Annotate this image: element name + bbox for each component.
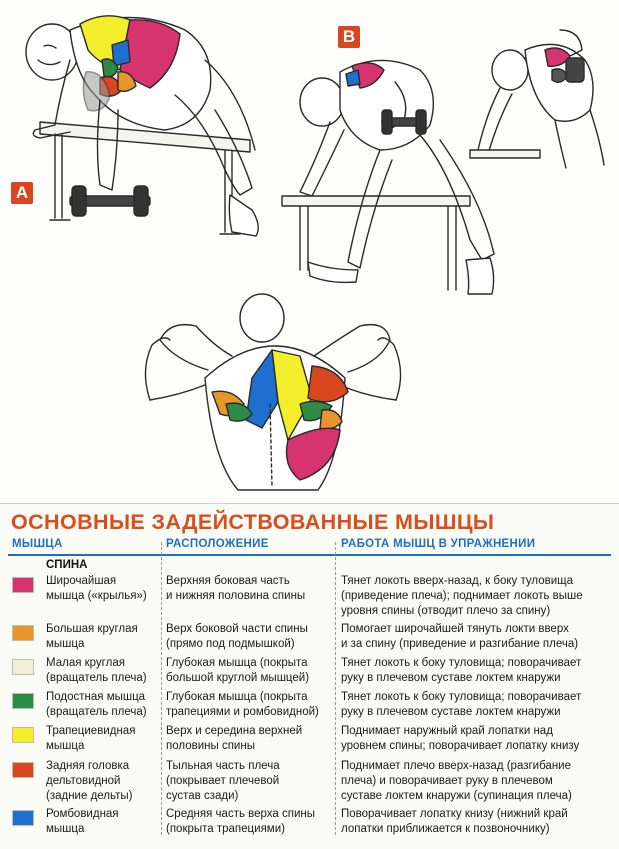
- color-swatch: [12, 625, 34, 641]
- muscle-name: [46, 724, 158, 754]
- muscle-location: [166, 724, 334, 754]
- muscle-function: [341, 724, 613, 754]
- color-swatch: [12, 659, 34, 675]
- muscle-name: [46, 690, 158, 720]
- color-swatch: [12, 762, 34, 778]
- muscle-name-line: (вращатель плеча): [46, 672, 147, 684]
- muscle-location-line: (покрыта трапециями): [166, 823, 285, 835]
- muscle-function-line: Помогает широчайшей тянуть локти вверх: [341, 623, 569, 635]
- muscle-name: [46, 622, 158, 652]
- muscle-location-line: Верхняя боковая часть: [166, 575, 290, 587]
- muscle-name-line: Малая круглая: [46, 657, 125, 669]
- muscle-function: [341, 656, 613, 686]
- muscle-function: [341, 690, 613, 720]
- column-divider-1: [161, 542, 162, 835]
- muscle-location-line: (прямо под подмышкой): [166, 638, 295, 650]
- color-swatch: [12, 577, 34, 593]
- muscle-function: [341, 807, 613, 837]
- muscle-function: [341, 759, 613, 804]
- muscle-name-line: мышца: [46, 740, 85, 752]
- muscle-name: [46, 574, 158, 604]
- label-b-badge: B: [338, 26, 360, 48]
- muscle-function-line: (приведение плеча); поднимает локоть выше: [341, 590, 583, 602]
- muscle-function-line: Тянет локоть вверх-назад, к боку туловища: [341, 575, 573, 587]
- muscle-location-line: трапециями и ромбовидной): [166, 706, 319, 718]
- muscle-function-line: руку в плечевом суставе локтем кнаружи: [341, 706, 561, 718]
- table-title: ОСНОВНЫЕ ЗАДЕЙСТВОВАННЫЕ МЫШЦЫ: [11, 510, 495, 534]
- figure-a: [26, 16, 258, 236]
- muscle-function-line: руку в плечевом суставе локтем кнаружи: [341, 672, 561, 684]
- muscle-location-line: Тыльная часть плеча: [166, 760, 280, 772]
- muscle-function-line: Поворачивает лопатку книзу (нижний край: [341, 808, 568, 820]
- muscle-function-line: и за спину (приведение и разгибание плеча): [341, 638, 579, 650]
- muscle-function-line: Поднимает наружный край лопатки над: [341, 725, 553, 737]
- muscle-location: [166, 574, 334, 604]
- color-swatch: [12, 693, 34, 709]
- muscle-location-line: большой круглой мышцей): [166, 672, 310, 684]
- muscle-name-line: мышца: [46, 638, 85, 650]
- muscle-location-line: Глубокая мышца (покрыта: [166, 691, 308, 703]
- section-title-back: СПИНА: [46, 559, 88, 571]
- muscles-table-panel: [0, 503, 619, 849]
- muscle-location-line: Верх и середина верхней: [166, 725, 303, 737]
- header-muscle: МЫШЦА: [12, 538, 63, 550]
- muscle-function-line: уровнем спины; поворачивает лопатку книзу: [341, 740, 580, 752]
- muscle-name: [46, 759, 158, 804]
- column-divider-2: [335, 542, 336, 835]
- color-swatch: [12, 810, 34, 826]
- muscle-function-line: Тянет локоть к боку туловища; поворачивает: [341, 691, 582, 703]
- muscle-location-line: сустав сзади): [166, 790, 239, 802]
- muscle-function-line: уровня спины (отводит плечо за спину): [341, 605, 551, 617]
- muscle-name: [46, 656, 158, 686]
- muscle-function-line: плеча) и поворачивает руку в плечевом: [341, 775, 553, 787]
- muscle-location: [166, 807, 334, 837]
- muscle-location-line: (покрывает плечевой: [166, 775, 280, 787]
- muscle-function-line: лопатки приближается к позвоночнику): [341, 823, 550, 835]
- muscle-function-line: суставе локтем кнаружи (супинация плеча): [341, 790, 572, 802]
- muscle-location: [166, 690, 334, 720]
- muscle-function-line: Поднимает плечо вверх-назад (разгибание: [341, 760, 571, 772]
- muscle-name-line: (вращатель плеча): [46, 706, 147, 718]
- muscle-name-line: Ромбовидная: [46, 808, 119, 820]
- muscle-location: [166, 656, 334, 686]
- muscle-name-line: (задние дельты): [46, 790, 133, 802]
- label-a-badge: A: [11, 182, 33, 204]
- muscle-name-line: мышца: [46, 823, 85, 835]
- muscle-function: [341, 574, 613, 619]
- muscle-location: [166, 622, 334, 652]
- muscle-function-line: Тянет локоть к боку туловища; поворачивает: [341, 657, 582, 669]
- muscle-name-line: Трапециевидная: [46, 725, 136, 737]
- muscle-name-line: Задняя головка: [46, 760, 130, 772]
- muscle-name-line: Большая круглая: [46, 623, 138, 635]
- muscle-function: [341, 622, 613, 652]
- figure-b: [282, 60, 494, 294]
- figure-back-view: [145, 294, 400, 490]
- muscle-name-line: мышца («крылья»): [46, 590, 147, 602]
- header-function: РАБОТА МЫШЦ В УПРАЖНЕНИИ: [341, 538, 536, 550]
- muscle-location-line: и нижняя половина спины: [166, 590, 306, 602]
- muscle-location-line: половины спины: [166, 740, 255, 752]
- muscle-location-line: Верх боковой части спины: [166, 623, 308, 635]
- color-swatch: [12, 727, 34, 743]
- muscle-name-line: Широчайшая: [46, 575, 117, 587]
- muscle-location-line: Глубокая мышца (покрыта: [166, 657, 308, 669]
- muscle-name-line: дельтовидной: [46, 775, 121, 787]
- muscle-name: [46, 807, 158, 837]
- header-divider: [8, 554, 611, 556]
- muscle-location-line: Средняя часть верха спины: [166, 808, 316, 820]
- muscle-location: [166, 759, 334, 804]
- header-location: РАСПОЛОЖЕНИЕ: [166, 538, 269, 550]
- figure-c: [470, 30, 604, 168]
- muscle-name-line: Подостная мышца: [46, 691, 146, 703]
